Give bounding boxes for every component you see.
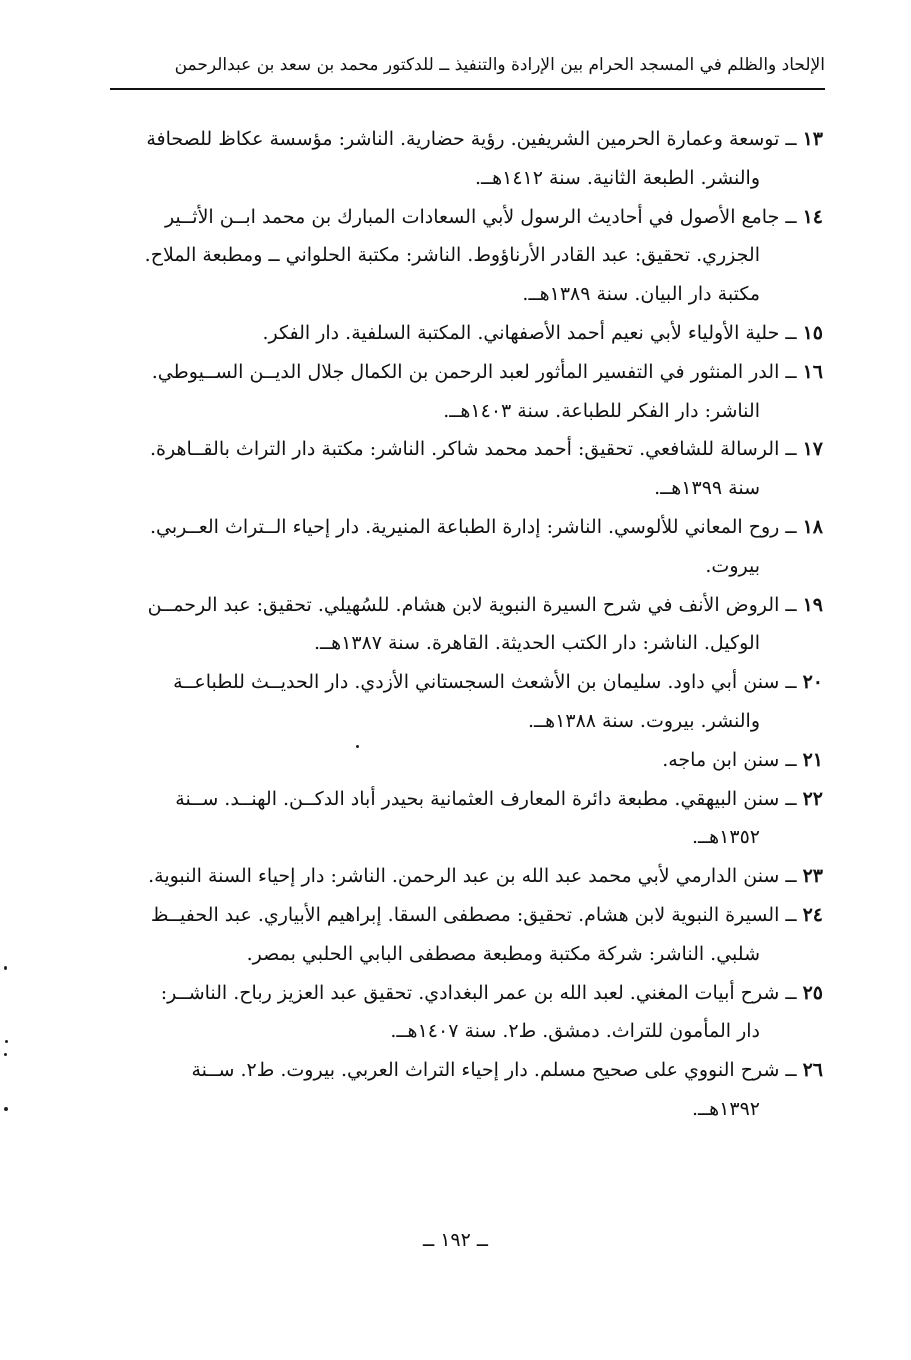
entry-dash: ــ <box>779 515 803 538</box>
entry-continuation-line: مكتبة دار البيان. سنة ١٣٨٩هــ. <box>522 283 760 306</box>
header-divider <box>110 88 825 90</box>
entry-continuation-line: والنشر. الطبعة الثانية. سنة ١٤١٢هــ. <box>474 166 760 189</box>
entry-number: ٢٤ <box>802 903 823 926</box>
entry-first-line <box>108 586 823 625</box>
entry-number: ٢٢ <box>802 787 823 810</box>
entry-first-line <box>108 974 823 1013</box>
bibliography-entry <box>108 430 823 508</box>
entry-number: ٢٠ <box>802 671 823 694</box>
entry-text: سنن البيهقي. مطبعة دائرة المعارف العثمانية بحيدر أباد الدكــن. الهنــد. ســنة <box>175 787 780 810</box>
bibliography-list <box>108 120 823 1129</box>
entry-text: سنن ابن ماجه. <box>662 748 780 771</box>
entry-continuation-line: سنة ١٣٩٩هــ. <box>654 477 760 500</box>
entry-number: ١٥ <box>802 321 823 344</box>
entry-continuation-line: الناشر: دار الفكر للطباعة. سنة ١٤٠٣هــ. <box>443 399 760 422</box>
entry-text: شرح النووي على صحيح مسلم. دار إحياء التراث العربي. بيروت. ط٢. ســنة <box>191 1059 780 1082</box>
bibliography-entry <box>108 314 823 353</box>
bibliography-entry <box>108 857 823 896</box>
entry-number: ٢٣ <box>802 865 823 888</box>
bibliography-entry <box>108 663 823 741</box>
entry-text: الدر المنثور في التفسير المأثور لعبد الرحمن بن الكمال جلال الديــن الســيوطي. <box>151 360 780 383</box>
entry-first-line <box>108 120 823 159</box>
bibliography-entry <box>108 198 823 314</box>
entry-first-line <box>108 198 823 237</box>
entry-dash: ــ <box>779 128 803 150</box>
entry-text: سنن الدارمي لأبي محمد عبد الله بن عبد الرحمن. الناشر: دار إحياء السنة النبوية. <box>148 865 780 888</box>
entry-text: روح المعاني للألوسي. الناشر: إدارة الطباعة المنيرية. دار إحياء الــتراث العــربي. <box>149 515 780 538</box>
entry-dash: ــ <box>779 1059 803 1082</box>
entry-first-line <box>108 780 823 819</box>
scan-speck <box>4 1053 7 1056</box>
running-header: الإلحاد والظلم في المسجد الحرام بين الإرادة والتنفيذ ــ للدكتور محمد بن سعد بن عبدالرحمن <box>174 55 825 75</box>
entry-text: شرح أبيات المغني. لعبد الله بن عمر البغدادي. تحقيق عبد العزيز رباح. الناشــر: <box>160 981 780 1004</box>
entry-number: ٢١ <box>802 748 823 771</box>
bibliography-entry <box>108 1051 823 1129</box>
entry-first-line <box>108 314 823 353</box>
entry-dash: ــ <box>779 205 803 228</box>
bibliography-entry <box>108 120 823 198</box>
entry-text: حلية الأولياء لأبي نعيم أحمد الأصفهاني. المكتبة السلفية. دار الفكر. <box>262 321 780 344</box>
entry-text: الروض الأنف في شرح السيرة النبوية لابن هشام. للسُهيلي. تحقيق: عبد الرحمــن <box>147 593 780 616</box>
bibliography-entry <box>108 586 823 664</box>
entry-first-line <box>108 508 823 547</box>
entry-text: سنن أبي داود. سليمان بن الأشعث السجستاني الأزدي. دار الحديــث للطباعــة <box>173 671 780 694</box>
entry-text: الرسالة للشافعي. تحقيق: أحمد محمد شاكر. الناشر: مكتبة دار التراث بالقــاهرة. <box>150 438 780 461</box>
entry-number: ١٨ <box>802 515 823 538</box>
entry-dash: ــ <box>779 787 803 810</box>
entry-first-line <box>108 1051 823 1090</box>
entry-number: ١٩ <box>802 593 823 616</box>
entry-continuation-line: دار المأمون للتراث. دمشق. ط٢. سنة ١٤٠٧هــ. <box>390 1020 760 1043</box>
entry-text: جامع الأصول في أحاديث الرسول لأبي السعادات المبارك بن محمد ابــن الأثــير <box>164 205 780 228</box>
entry-dash: ــ <box>779 438 803 461</box>
entry-continuation-line: ١٣٩٢هــ. <box>691 1097 760 1120</box>
bibliography-entry <box>108 780 823 858</box>
entry-continuation-line: ١٣٥٢هــ. <box>691 826 760 849</box>
entry-continuation-line: شلبي. الناشر: شركة مكتبة ومطبعة مصطفى البابي الحلبي بمصر. <box>246 942 760 965</box>
entry-first-line <box>108 353 823 392</box>
scan-speck <box>5 1040 8 1043</box>
entry-number: ١٤ <box>802 205 823 228</box>
entry-number: ١٦ <box>802 360 823 383</box>
entry-continuation-line: الجزري. تحقيق: عبد القادر الأرناؤوط. الناشر: مكتبة الحلواني ــ ومطبعة الملاح. <box>144 244 760 267</box>
entry-continuation-line: بيروت. <box>705 554 760 577</box>
bibliography-entry <box>108 353 823 431</box>
entry-continuation-line: والنشر. بيروت. سنة ١٣٨٨هــ. <box>527 709 760 732</box>
bibliography-entry <box>108 741 823 780</box>
entry-first-line <box>108 663 823 702</box>
entry-continuation-line: الوكيل. الناشر: دار الكتب الحديثة. القاهرة. سنة ١٣٨٧هــ. <box>313 632 760 655</box>
entry-number: ٢٦ <box>802 1059 823 1082</box>
entry-first-line <box>108 430 823 469</box>
bibliography-entry <box>108 508 823 586</box>
entry-dash: ــ <box>779 748 803 771</box>
bibliography-entry <box>108 974 823 1052</box>
entry-first-line <box>108 896 823 935</box>
entry-text: السيرة النبوية لابن هشام. تحقيق: مصطفى السقا. إبراهيم الأبياري. عبد الحفيــظ <box>150 903 780 926</box>
page-number: ــ ١٩٢ ــ <box>423 1229 488 1251</box>
entry-dash: ــ <box>779 321 803 344</box>
entry-dash: ــ <box>779 981 803 1004</box>
entry-text: توسعة وعمارة الحرمين الشريفين. رؤية حضارية. الناشر: مؤسسة عكاظ للصحافة <box>146 128 780 150</box>
entry-dash: ــ <box>779 865 803 888</box>
entry-number: ١٣ <box>802 128 823 150</box>
entry-dash: ــ <box>779 360 803 383</box>
bibliography-entry <box>108 896 823 974</box>
scan-speck <box>4 1107 8 1111</box>
scan-speck <box>4 966 7 970</box>
scan-speck <box>356 745 359 748</box>
entry-first-line <box>108 857 823 896</box>
entry-number: ٢٥ <box>802 981 823 1004</box>
entry-dash: ــ <box>779 903 803 926</box>
entry-dash: ــ <box>779 593 803 616</box>
entry-first-line <box>108 741 823 780</box>
entry-number: ١٧ <box>802 438 823 461</box>
entry-dash: ــ <box>779 671 803 694</box>
